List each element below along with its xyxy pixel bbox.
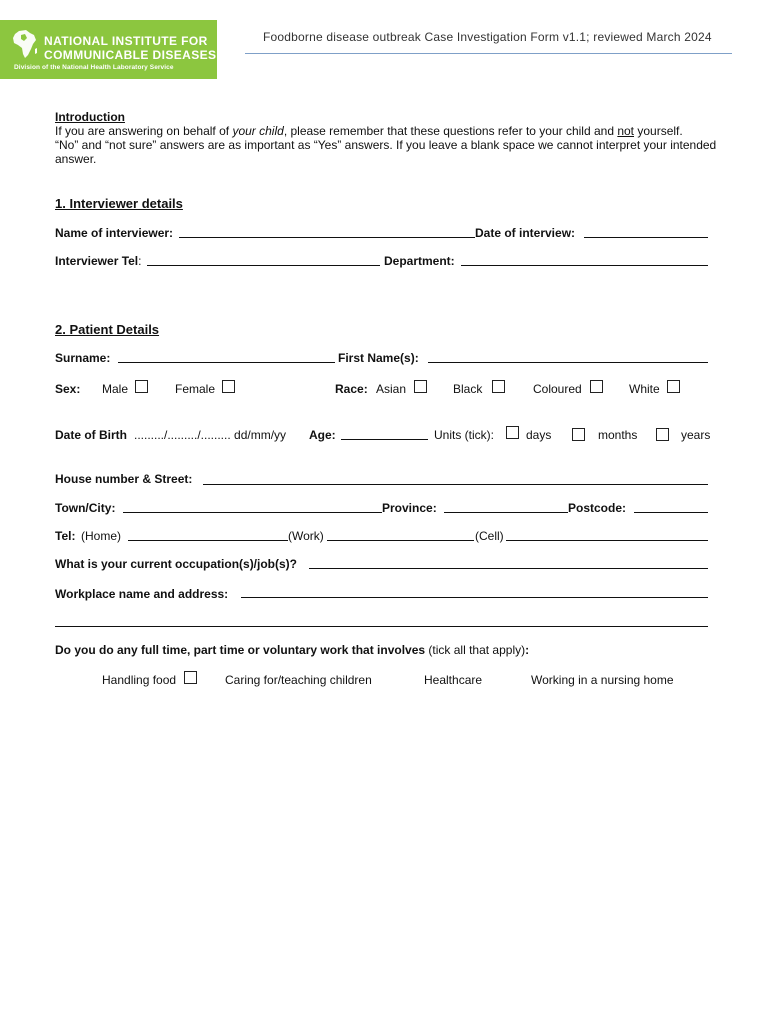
work-question-colon: : [525, 643, 530, 657]
occupation-field[interactable] [309, 568, 708, 569]
tel-home-field[interactable] [128, 540, 288, 541]
units-option-months-label: months [598, 428, 638, 442]
form-title: Foodborne disease outbreak Case Investigation Form v1.1; reviewed March 2024 [263, 30, 712, 44]
intro-underline: not [617, 124, 635, 138]
interviewer-tel-label: Interviewer Tel [55, 254, 139, 268]
tel-cell-label: (Cell) [475, 529, 504, 543]
interviewer-name-field[interactable] [179, 237, 475, 238]
introduction-paragraph-1 [55, 124, 725, 138]
patient-details-heading: 2. Patient Details [55, 322, 160, 337]
race-option-white-label: White [629, 382, 660, 396]
work-handling-food-checkbox[interactable] [184, 671, 197, 684]
interviewer-name-label: Name of interviewer: [55, 226, 174, 240]
race-asian-checkbox[interactable] [414, 380, 427, 393]
race-option-asian-label: Asian [376, 382, 407, 396]
age-field[interactable] [341, 439, 428, 440]
tel-cell-field[interactable] [506, 540, 708, 541]
race-option-coloured-label: Coloured [533, 382, 582, 396]
street-label: House number & Street: [55, 472, 193, 486]
town-label: Town/City: [55, 501, 116, 515]
interview-date-label: Date of interview: [475, 226, 576, 240]
sex-female-checkbox[interactable] [222, 380, 235, 393]
intro-italic: your child [232, 124, 284, 138]
race-coloured-checkbox[interactable] [590, 380, 603, 393]
work-option-handling-food-label: Handling food [102, 673, 177, 687]
postcode-field[interactable] [634, 512, 708, 513]
first-name-field[interactable] [428, 362, 708, 363]
introduction-paragraph-2: “No” and “not sure” answers are as important as “Yes” answers. If you leave a blank space we cannot interpret your intended answer. [55, 138, 717, 166]
introduction-heading: Introduction [55, 110, 125, 124]
introduction [55, 110, 725, 166]
logo-line-1: NATIONAL INSTITUTE FOR [44, 34, 208, 48]
units-days-checkbox[interactable] [506, 426, 519, 439]
race-option-black-label: Black [453, 382, 483, 396]
africa-map-icon [12, 29, 38, 59]
units-years-checkbox[interactable] [656, 428, 669, 441]
header-divider [245, 53, 732, 54]
dob-label: Date of Birth [55, 428, 127, 442]
intro-text: If you are answering on behalf of [55, 124, 233, 138]
surname-label: Surname: [55, 351, 111, 365]
patient-tel-label: Tel: [55, 529, 76, 543]
race-label: Race: [335, 382, 368, 396]
units-option-years-label: years [681, 428, 711, 442]
work-option-healthcare-label: Healthcare [424, 673, 483, 687]
tel-work-field[interactable] [327, 540, 474, 541]
race-black-checkbox[interactable] [492, 380, 505, 393]
work-question-text: Do you do any full time, part time or voluntary work that involves [55, 643, 426, 657]
province-field[interactable] [444, 512, 568, 513]
age-label: Age: [309, 428, 336, 442]
tel-work-label: (Work) [288, 529, 324, 543]
work-question-note: (tick all that apply) [428, 643, 526, 657]
first-name-label: First Name(s): [338, 351, 419, 365]
interview-date-field[interactable] [584, 237, 708, 238]
work-involvement-question [55, 643, 529, 657]
workplace-label: Workplace name and address: [55, 587, 229, 601]
sex-option-male-label: Male [102, 382, 129, 396]
race-white-checkbox[interactable] [667, 380, 680, 393]
interviewer-details-heading: 1. Interviewer details [55, 196, 183, 211]
units-label: Units (tick): [434, 428, 494, 442]
department-field[interactable] [461, 265, 708, 266]
logo-line-2: COMMUNICABLE DISEASES [44, 48, 217, 62]
intro-text: yourself. [634, 124, 683, 138]
town-field[interactable] [123, 512, 382, 513]
postcode-label: Postcode: [568, 501, 627, 515]
intro-text: , please remember that these questions refer to your child and [283, 124, 618, 138]
logo-line-3: Division of the National Health Laboratory Service [14, 64, 174, 71]
interviewer-tel-colon: : [138, 254, 142, 268]
nicd-logo [0, 20, 217, 79]
sex-male-checkbox[interactable] [135, 380, 148, 393]
department-label: Department: [384, 254, 455, 268]
workplace-field[interactable] [241, 597, 708, 598]
units-option-days-label: days [526, 428, 552, 442]
work-option-caring-children-label: Caring for/teaching children [225, 673, 372, 687]
surname-field[interactable] [118, 362, 335, 363]
province-label: Province: [382, 501, 437, 515]
interviewer-tel-label-group [55, 254, 142, 268]
sex-option-female-label: Female [175, 382, 216, 396]
work-option-nursing-home-label: Working in a nursing home [531, 673, 674, 687]
street-field[interactable] [203, 484, 708, 485]
tel-home-label: (Home) [81, 529, 122, 543]
occupation-label: What is your current occupation(s)/job(s)? [55, 557, 298, 571]
sex-label: Sex: [55, 382, 81, 396]
workplace-field-line-2[interactable] [55, 626, 708, 627]
units-months-checkbox[interactable] [572, 428, 585, 441]
interviewer-tel-field[interactable] [147, 265, 380, 266]
dob-field[interactable]: ........./........./......... dd/mm/yy [134, 428, 287, 442]
